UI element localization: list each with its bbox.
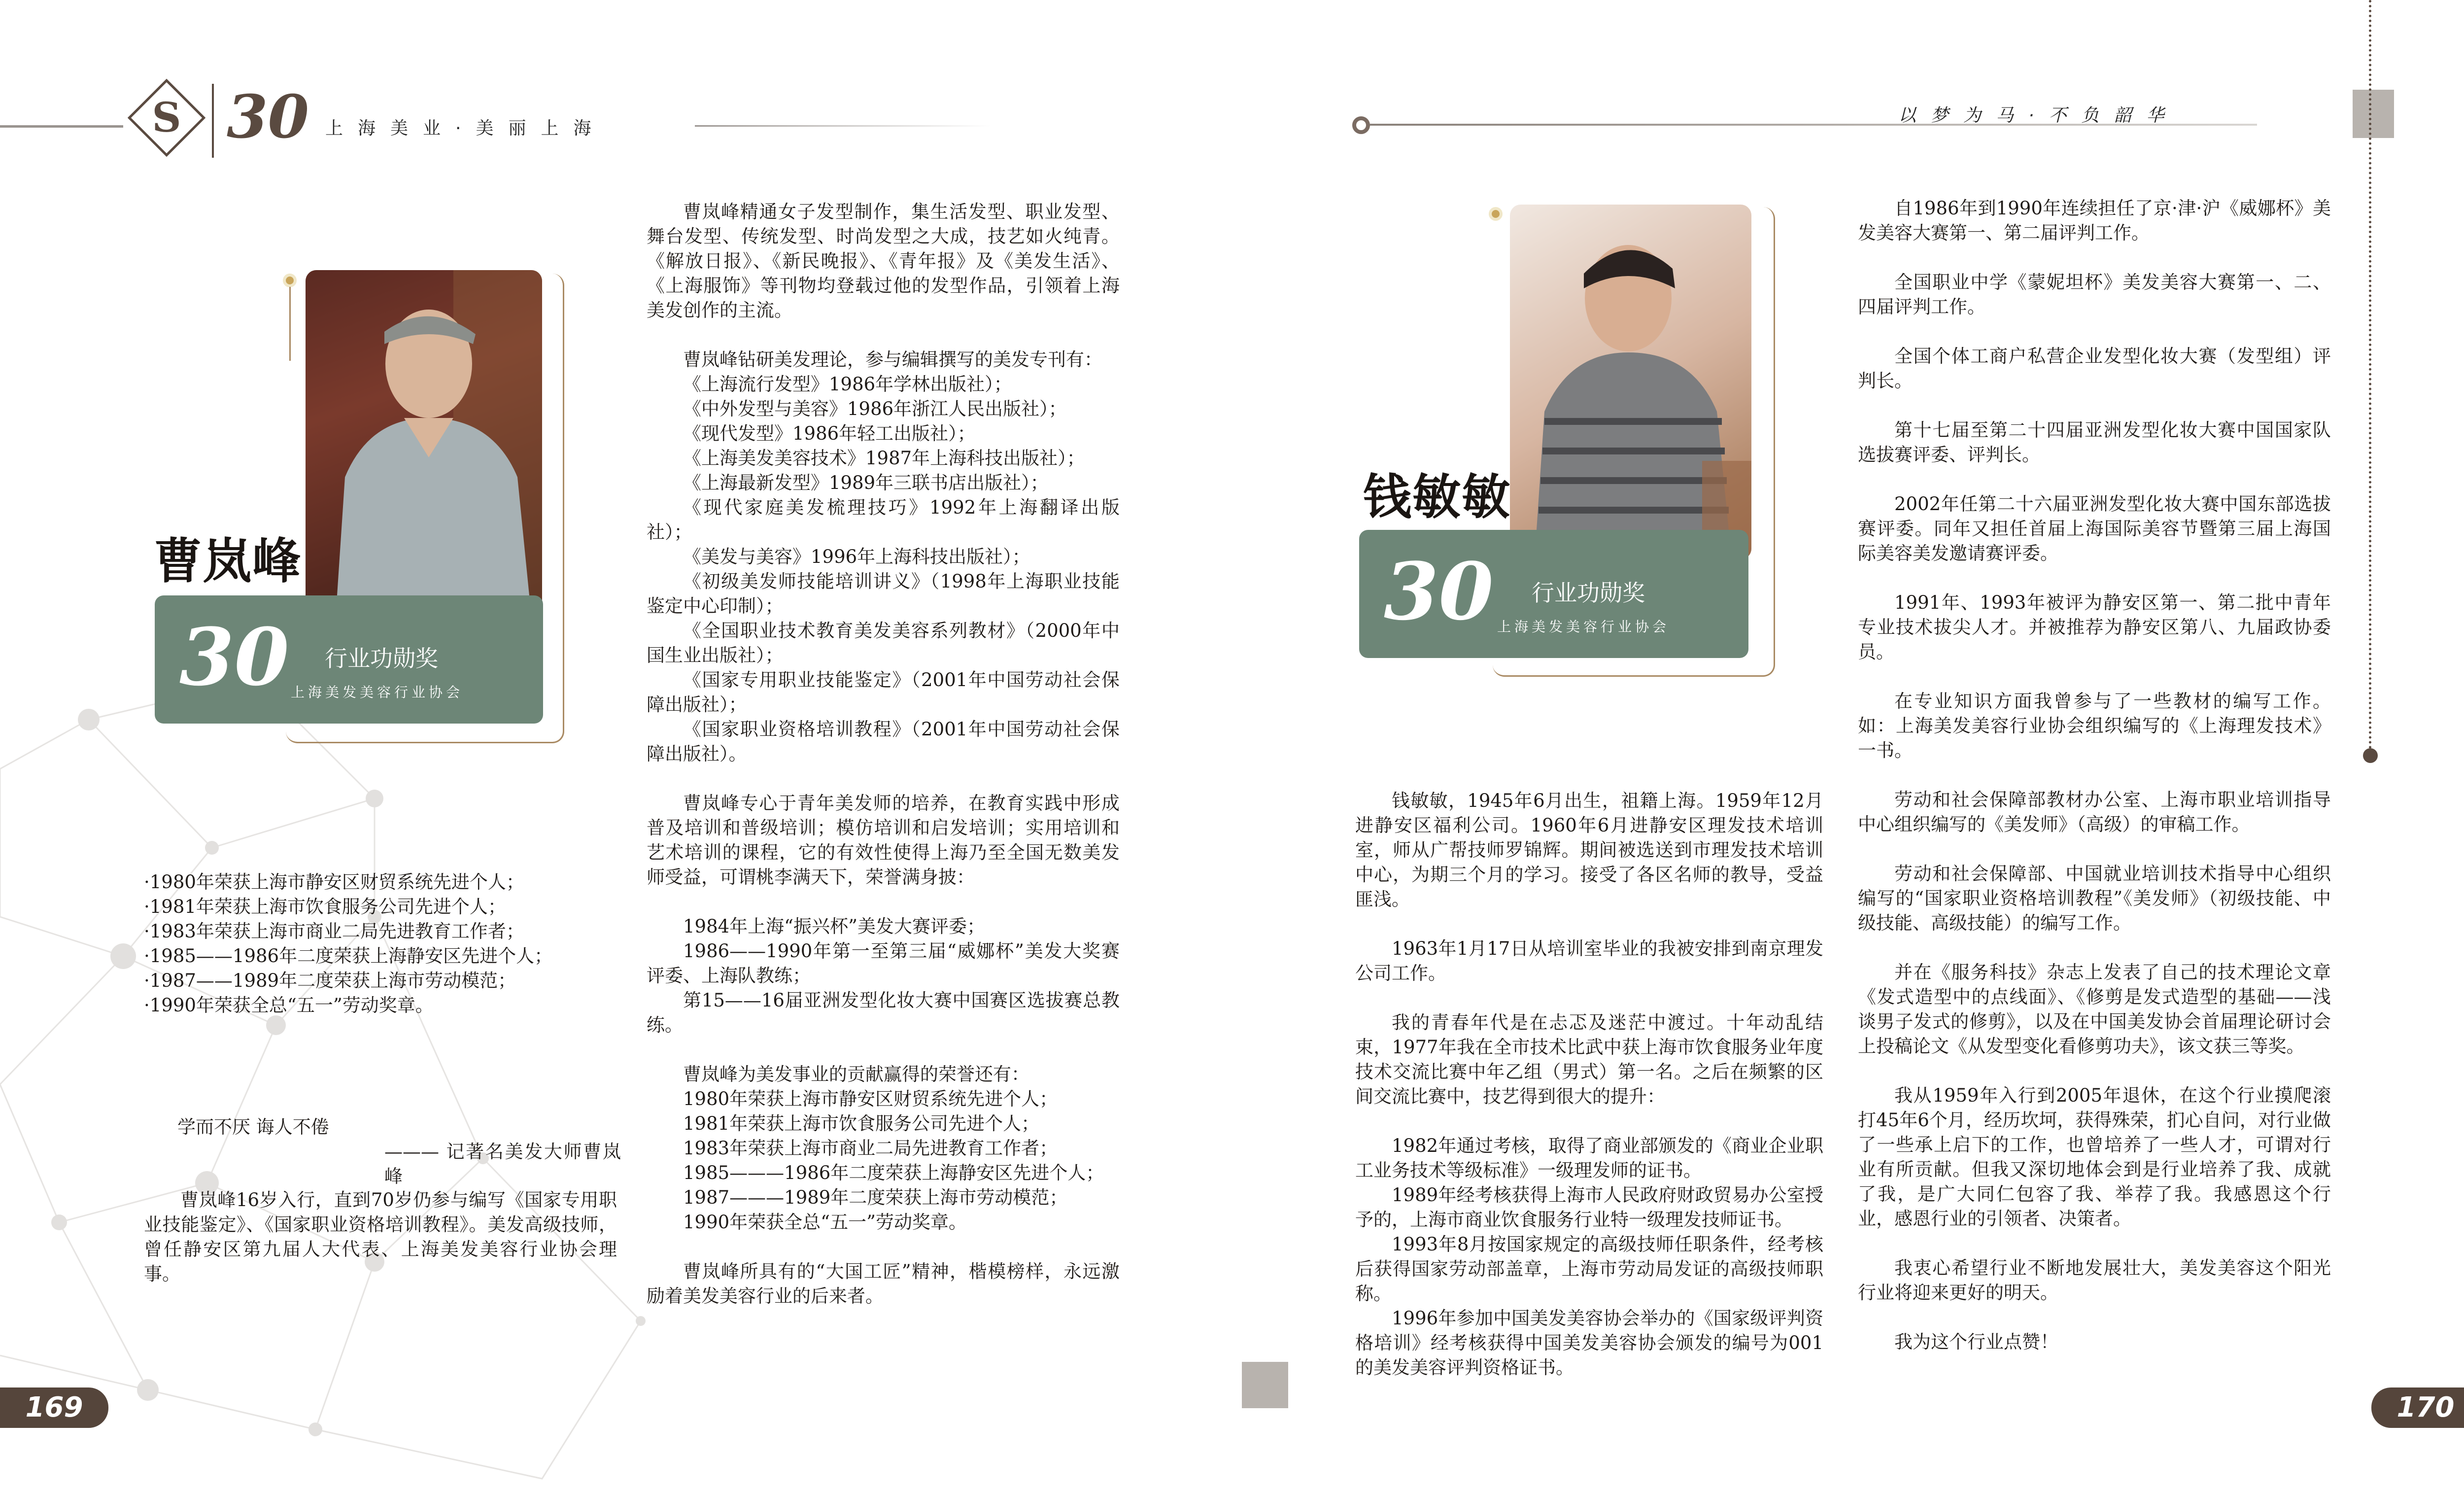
frame-dot-icon-right — [1489, 207, 1503, 221]
quote-title: 学而不厌 诲人不倦 — [177, 1116, 329, 1138]
right-page — [1240, 0, 2464, 1491]
network-pattern-decoration — [0, 641, 739, 1491]
award-30-logo-right: 30 — [1384, 545, 1494, 638]
list-item: 1987———1989年二度荣获上海市劳动模范； — [683, 1187, 1068, 1208]
portrait-photo-right — [1510, 205, 1751, 559]
dotted-rule-right — [2369, 0, 2371, 754]
paragraph: 我的青春年代是在忐忑及迷茫中渡过。十年动乱结束，1977年我在全市技术比武中获上海市饮食服务业年度技术交流比赛中年乙组（男式）第一名。之后在频繁的区间交流比赛中，技艺得到很大的提升： — [1355, 1012, 1823, 1107]
list-item: 《现代发型》1986年轻工出版社）； — [683, 423, 976, 444]
paragraph: 曹岚峰精通女子发型制作，集生活发型、职业发型、舞台发型、传统发型、时尚发型之大成，技艺如火纯青。《解放日报》、《新民晚报》、《青年报》及《美发生活》、《上海服饰》等刊物均登载过他的发型作品，引领着上海美发创作的主流。 — [647, 201, 1120, 321]
award-title-left: 行业功勋奖 — [325, 645, 438, 672]
list-item: 《初级美发师技能培训讲义》（1998年上海职业技能鉴定中心印制）； — [647, 571, 1120, 617]
intro-text: 曹岚峰16岁入行，直到70岁仍参与编写《国家专用职业技能鉴定》、《国家职业资格培训教程》。美发高级技师，曾任静安区第九届人大代表、上海美发美容行业协会理事。 — [144, 1189, 617, 1284]
list-item: 《全国职业技术教育美发美容系列教材》（2000年中国生业出版社）； — [647, 620, 1120, 666]
spine-square — [1242, 1362, 1288, 1408]
list-item: 1989年经考核获得上海市人民政府财政贸易办公室授予的，上海市商业饮食服务行业特一级理发技师证书。 — [1355, 1184, 1823, 1230]
paragraph: 曹岚峰所具有的“大国工匠”精神，楷模榜样，永远激励着美发美容行业的后来者。 — [647, 1261, 1120, 1307]
header-knob-icon — [1352, 116, 1370, 134]
list-item: 第15——16届亚洲发型化妆大赛中国赛区选拔赛总教练。 — [647, 990, 1120, 1036]
honors-list-left — [144, 870, 558, 1018]
paragraph: 1963年1月17日从培训室毕业的我被安排到南京理发公司工作。 — [1355, 938, 1823, 984]
header-tab-square — [2353, 90, 2394, 138]
award-banner-left — [155, 595, 543, 724]
intro-paragraph-left — [144, 1188, 617, 1286]
list-item: 1985———1986年二度荣获上海静安区先进个人； — [683, 1162, 1104, 1183]
list-item: 《美发与美容》1996年上海科技出版社）； — [683, 546, 1030, 567]
list-item: 《国家职业资格培训教程》（2001年中国劳动社会保障出版社）。 — [647, 719, 1120, 764]
frame-dot-icon — [283, 274, 297, 287]
list-item: ·1990年荣获全总“五一”劳动奖章。 — [144, 995, 434, 1016]
list-item: 《现代家庭美发梳理技巧》1992年上海翻译出版社）； — [647, 497, 1120, 543]
portrait-photo-left — [306, 270, 542, 625]
header-rule-left — [0, 125, 123, 128]
award-org-right: 上海美发美容行业协会 — [1497, 619, 1670, 635]
header-rule-left-fade — [695, 125, 991, 127]
list-item: 1993年8月按国家规定的高级技师任职条件，经考核后获得国家劳动部盖章，上海市劳动局发证的高级技师职称。 — [1355, 1234, 1823, 1304]
list-item: 1981年荣获上海市饮食服务公司先进个人； — [683, 1113, 1040, 1134]
page-number-left: 169 — [0, 1387, 108, 1428]
text-column-left-2 — [647, 200, 1120, 1309]
dotted-rule-end-dot — [2363, 748, 2378, 763]
list-item: 1984年上海“振兴杯”美发大赛评委； — [683, 916, 985, 937]
text-column-right-1 — [1355, 789, 1823, 1380]
paragraph: 曹岚峰为美发事业的贡献赢得的荣誉还有： — [683, 1064, 1029, 1085]
person-name-left: 曹岚峰 — [154, 533, 302, 589]
award-banner-right — [1359, 530, 1748, 658]
paragraph: 在专业知识方面我曾参与了一些教材的编写工作。如：上海美发美容行业协会组织编写的《上海理发技术》一书。 — [1858, 691, 2331, 761]
paragraph: 钱敏敏，1945年6月出生，祖籍上海。1959年12月进静安区福利公司。1960年6月进静安区理发技术培训室，师从广帮技师罗锦辉。期间被选送到市理发技术培训中心，为期三个月的学习。接受了各区名师的教导，受益匪浅。 — [1355, 790, 1823, 910]
list-item: 《国家专用职业技能鉴定》（2001年中国劳动社会保障出版社）； — [647, 669, 1120, 715]
list-item: ·1981年荣获上海市饮食服务公司先进个人； — [144, 896, 506, 917]
portrait-silhouette-right — [1510, 205, 1751, 559]
list-item: 1990年荣获全总“五一”劳动奖章。 — [683, 1212, 967, 1233]
person-name-right: 钱敏敏 — [1363, 469, 1511, 525]
list-item: 1982年通过考核，取得了商业部颁发的《商业企业职工业务技术等级标准》一级理发师的证书。 — [1355, 1135, 1823, 1181]
list-item: 1996年参加中国美发美容协会举办的《国家级评判资格培训》经考核获得中国美发美容协会颁发的编号为001的美发美容评判资格证书。 — [1355, 1308, 1823, 1378]
header-slogan-left: 上海美业·美丽上海 — [325, 118, 606, 139]
paragraph: 劳动和社会保障部教材办公室、上海市职业培训指导中心组织编写的《美发师》（高级）的审稿工作。 — [1858, 789, 2331, 835]
award-org-left: 上海美发美容行业协会 — [291, 684, 464, 700]
paragraph: 我衷心希望行业不断地发展壮大，美发美容这个阳光行业将迎来更好的明天。 — [1858, 1257, 2331, 1303]
paragraph: 并在《服务科技》杂志上发表了自己的技术理论文章《发式造型中的点线面》、《修剪是发式造型的基础——浅谈男子发式的修剪》，以及在中国美发协会首届理论研讨会上投稿论文《从发型变化看修剪功夫》，该文获三等奖。 — [1858, 962, 2331, 1057]
frame-connector — [289, 287, 291, 361]
paragraph: 我为这个行业点赞！ — [1894, 1331, 2058, 1352]
paragraph: 第十七届至第二十四届亚洲发型化妆大赛中国国家队选拔赛评委、评判长。 — [1858, 419, 2331, 465]
paragraph: 劳动和社会保障部、中国就业培训技术指导中心组织编写的“国家职业资格培训教程”《美发师》（初级技能、中级技能、高级技能）的编写工作。 — [1858, 863, 2331, 934]
list-item: 《上海美发美容技术》1987年上海科技出版社）； — [683, 448, 1085, 469]
list-item: 《上海流行发型》1986年学林出版社）； — [683, 374, 1012, 395]
page-number-right: 170 — [2371, 1387, 2464, 1428]
list-item: 1980年荣获上海市静安区财贸系统先进个人； — [683, 1088, 1058, 1110]
list-item: 《上海最新发型》1989年三联书店出版社）； — [683, 472, 1049, 493]
paragraph: 自1986年到1990年连续担任了京·津·沪《威娜杯》美发美容大赛第一、第二届评判工作。 — [1858, 198, 2331, 243]
paragraph: 全国个体工商户私营企业发型化妆大赛（发型组）评判长。 — [1858, 346, 2331, 391]
list-item: 1983年荣获上海市商业二局先进教育工作者； — [683, 1138, 1058, 1159]
paragraph: 曹岚峰钻研美发理论，参与编辑撰写的美发专刊有： — [683, 349, 1102, 370]
text-column-right-2 — [1858, 196, 2331, 1354]
award-30-logo-left: 30 — [179, 611, 289, 703]
list-item: ·1987——1989年二度荣获上海市劳动模范； — [144, 970, 516, 991]
paragraph: 我从1959年入行到2005年退休，在这个行业摸爬滚打45年6个月，经历坎坷，获得殊荣，扪心自问，对行业做了一些承上启下的工作，也曾培养了一些人才，可谓对行业有所贡献。但我又深切地体会到是行业培养了我、成就了我，是广大同仁包容了我、举荐了我。我感恩这个行业，感恩行业的引领者、决策者。 — [1858, 1085, 2331, 1229]
paragraph: 2002年任第二十六届亚洲发型化妆大赛中国东部选拔赛评委。同年又担任首届上海国际美容节暨第三届上海国际美容美发邀请赛评委。 — [1858, 493, 2331, 564]
list-item: ·1980年荣获上海市静安区财贸系统先进个人； — [144, 871, 524, 893]
paragraph: 1991年、1993年被评为静安区第一、第二批中青年专业技术拔尖人才。并被推荐为静安区第八、九届政协委员。 — [1858, 592, 2331, 662]
award-title-right: 行业功勋奖 — [1532, 580, 1645, 606]
paragraph: 曹岚峰专心于青年美发师的培养，在教育实践中形成普及培训和普级培训；模仿培训和启发培训；实用培训和艺术培训的课程，它的有效性使得上海乃至全国无数美发师受益，可谓桃李满天下，荣誉满身披： — [647, 793, 1120, 888]
header-divider — [212, 84, 214, 158]
portrait-silhouette-left — [306, 270, 542, 625]
header-slogan-right: 以梦为马·不负韶华 — [1898, 105, 2179, 126]
list-item: 《中外发型与美容》1986年浙江人民出版社）； — [683, 398, 1067, 419]
quote-subtitle: ——— 记著名美发大师曹岚峰 — [384, 1141, 621, 1187]
paragraph: 全国职业中学《蒙妮坦杯》美发美容大赛第一、二、四届评判工作。 — [1858, 272, 2331, 317]
list-item: 1986——1990年第一至第三届“威娜杯”美发大奖赛评委、上海队教练； — [647, 940, 1120, 986]
header-30-logo: 30 — [227, 82, 309, 152]
logo-s-icon: S — [152, 94, 181, 141]
list-item: ·1985——1986年二度荣获上海静安区先进个人； — [144, 945, 553, 967]
list-item: ·1983年荣获上海市商业二局先进教育工作者； — [144, 921, 524, 942]
